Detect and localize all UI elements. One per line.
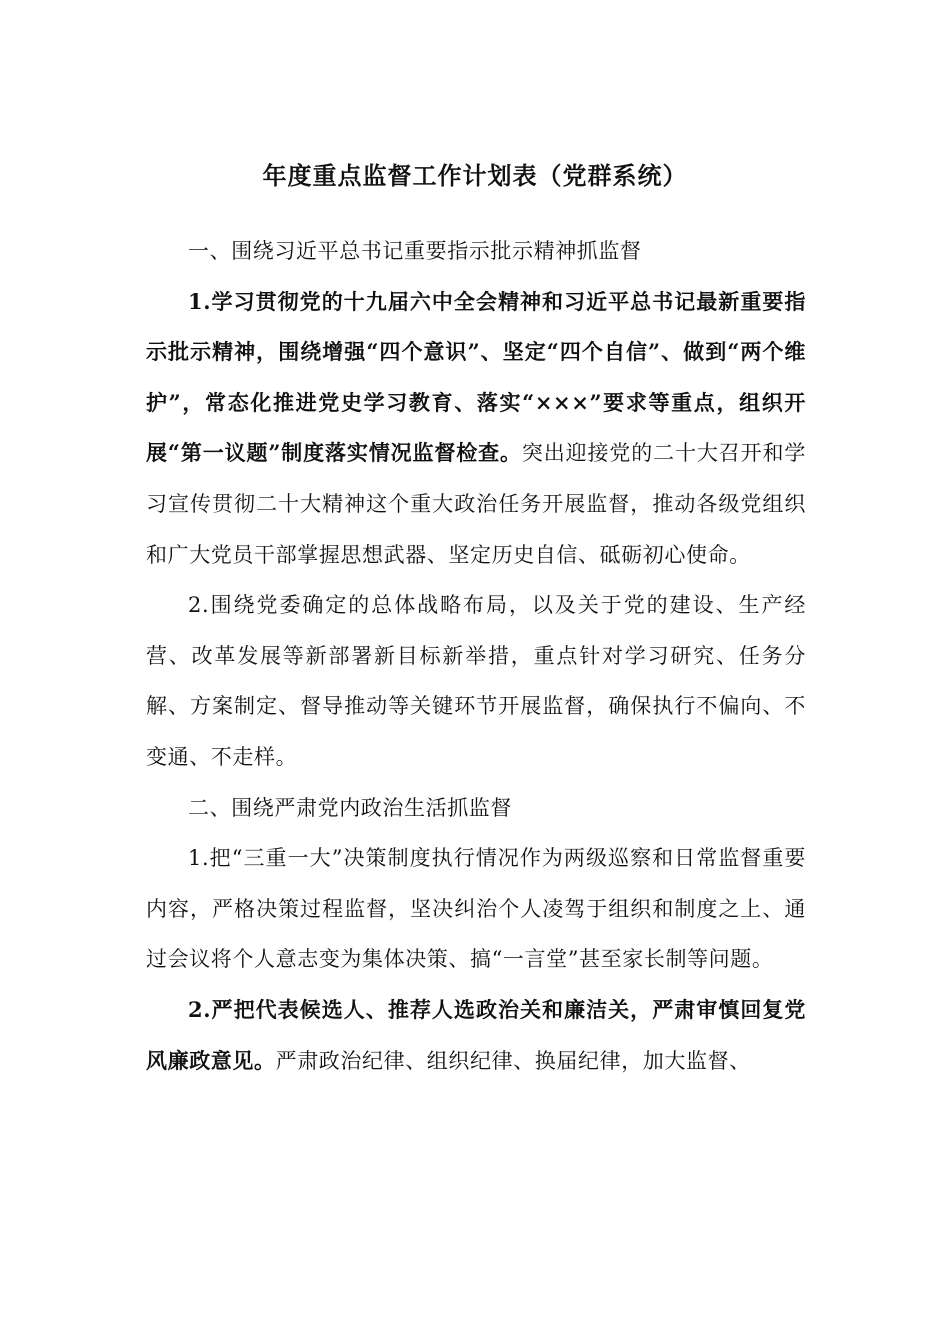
paragraph-1-bold-lead: 1.学习贯彻党的十九届六中全会精神和习近平总书记最新重要指示批示精神，围绕增强“四个意识”、坚定“四个自信”、做到“两个维护”，常态化推进党史学习教育、落实“×××”要求等重点，组织开展“第一议题”制度落实情况监督检查。 xyxy=(146,288,806,466)
section-heading-1: 一、围绕习近平总书记重要指示批示精神抓监督 xyxy=(188,239,642,263)
paragraph-4-text: 严肃政治纪律、组织纪律、换届纪律，加大监督、 xyxy=(275,1048,751,1073)
paragraph-1-text: 突出迎接党的二十大召开和学习宣传贯彻二十大精神这个重大政治任务开展监督，推动各级党组织和广大党员干部掌握思想武器、坚定历史自信、砥砺初心使命。 xyxy=(146,441,806,567)
paragraph-2: 2.围绕党委确定的总体战略布局，以及关于党的建设、生产经营、改革发展等新部署新目标新举措，重点针对学习研究、任务分解、方案制定、督导推动等关键环节开展监督，确保执行不偏向、不变通、不走样。 xyxy=(146,593,806,769)
document-title: 年度重点监督工作计划表（党群系统） xyxy=(262,161,688,190)
paragraph-3: 1.把“三重一大”决策制度执行情况作为两级巡察和日常监督重要内容，严格决策过程监督，坚决纠治个人凌驾于组织和制度之上、通过会议将个人意志变为集体决策、搞“一言堂”甚至家长制等问题。 xyxy=(146,846,806,972)
paragraph-1 xyxy=(146,277,806,581)
section-heading-2: 二、围绕严肃党内政治生活抓监督 xyxy=(188,795,512,820)
paragraph-4 xyxy=(146,985,806,1086)
document-body xyxy=(146,226,806,1086)
paragraph-4-bold-lead: 2.严把代表候选人、推荐人选政治关和廉洁关，严肃审慎回复党风廉政意见。 xyxy=(146,996,806,1073)
